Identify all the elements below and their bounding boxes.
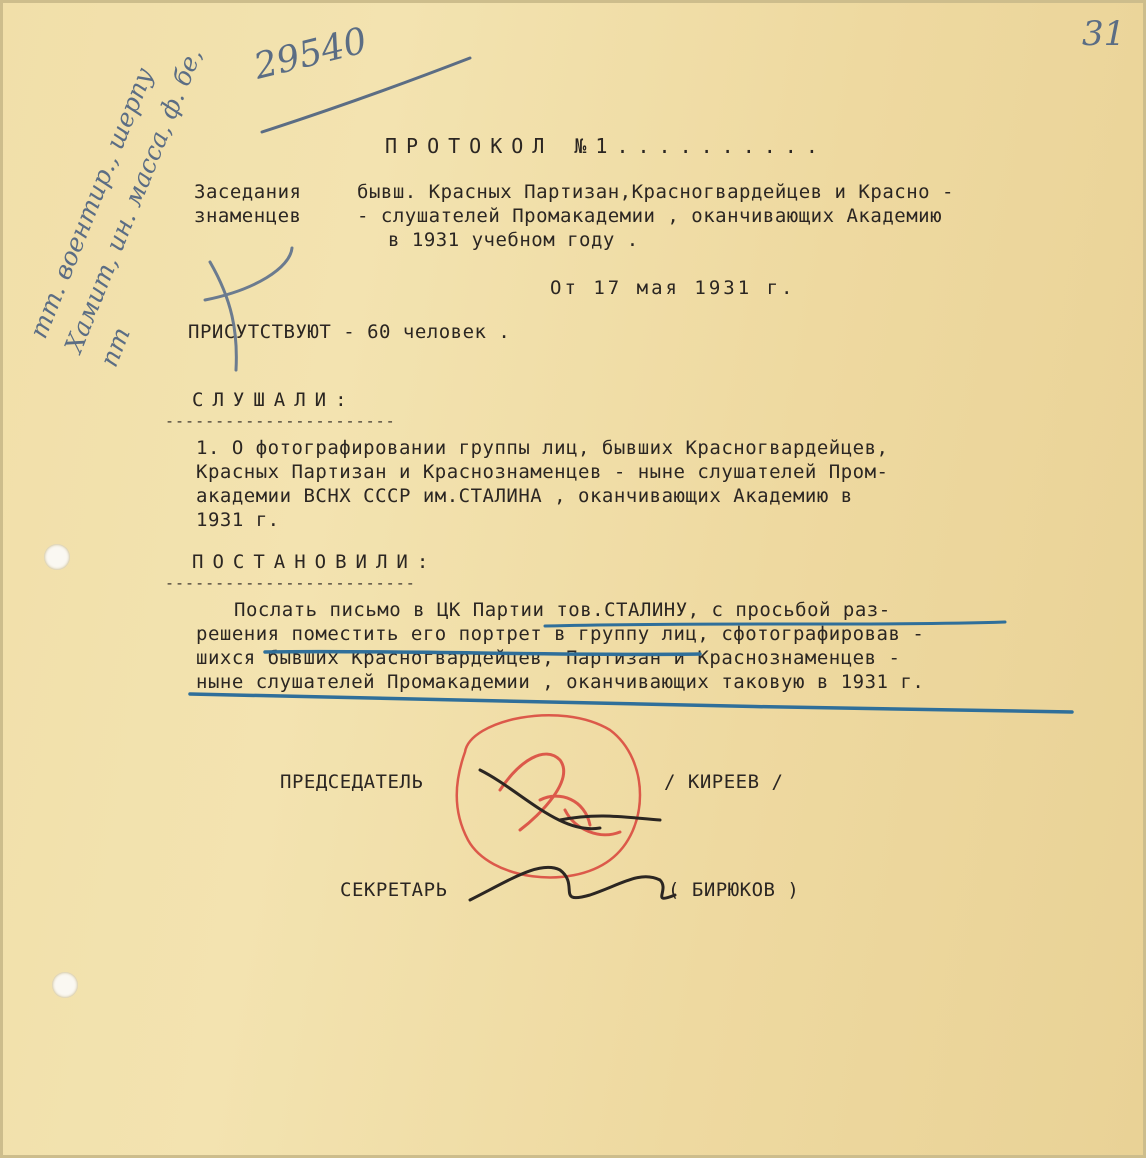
- blue-underline-3: [190, 694, 1072, 712]
- archive-number: 29540: [250, 20, 372, 88]
- heard-heading: СЛУШАЛИ:: [192, 389, 356, 411]
- chairman-signature: [480, 770, 660, 829]
- subtitle-left-2: знаменцев: [194, 205, 302, 227]
- stamp-signature: [500, 754, 620, 835]
- heard-rule: -----------------------: [165, 412, 396, 430]
- secretary-name: ( БИРЮКОВ ): [668, 879, 800, 901]
- heard-line-3: академии ВСНХ СССР им.СТАЛИНА , оканчивающих Академию в: [196, 485, 853, 507]
- protocol-title: ПРОТОКОЛ №1..........: [385, 134, 827, 158]
- resolved-line-3: шихся бывших Красногвардейцев, Партизан и Краснознаменцев -: [196, 647, 901, 669]
- secretary-label: СЕКРЕТАРЬ: [340, 879, 448, 901]
- meeting-date: От 17 мая 1931 г.: [550, 277, 796, 299]
- punch-hole-lower: [52, 972, 78, 998]
- page-number: 31: [1082, 14, 1126, 54]
- margin-note: тт. воентир., шерпу Хамит, ин. масса, ф. бе, пт: [23, 43, 208, 371]
- heard-line-4: 1931 г.: [196, 509, 280, 531]
- resolved-line-2: решения поместить его портрет в группу лиц, сфотографировав -: [196, 623, 925, 645]
- subtitle-right-1: бывш. Красных Партизан,Красногвардейцев и Красно -: [357, 181, 954, 203]
- chairman-label: ПРЕДСЕДАТЕЛЬ: [280, 771, 424, 793]
- chairman-name: / КИРЕЕВ /: [664, 771, 784, 793]
- subtitle-left-1: Заседания: [194, 181, 302, 203]
- resolved-rule: -------------------------: [165, 574, 416, 592]
- punch-hole-upper: [44, 544, 70, 570]
- heard-line-1: 1. О фотографировании группы лиц, бывших Красногвардейцев,: [196, 437, 889, 459]
- heard-line-2: Красных Партизан и Краснознаменцев - ныне слушателей Пром-: [196, 461, 889, 483]
- resolved-line-4: ныне слушателей Промакадемии , оканчивающих таковую в 1931 г.: [196, 671, 925, 693]
- attendance: ПРИСУТСТВУЮТ - 60 человек .: [188, 321, 511, 343]
- secretary-signature: [470, 867, 675, 900]
- subtitle-right-3: в 1931 учебном году .: [388, 229, 639, 251]
- resolved-heading: ПОСТАНОВИЛИ:: [192, 551, 438, 573]
- stamp-outline: [457, 715, 640, 877]
- subtitle-right-2: - слушателей Промакадемии , оканчивающих Академию: [357, 205, 943, 227]
- pencil-scribble: [205, 248, 292, 370]
- resolved-line-1: Послать письмо в ЦК Партии тов.СТАЛИНУ, с просьбой раз-: [234, 599, 891, 621]
